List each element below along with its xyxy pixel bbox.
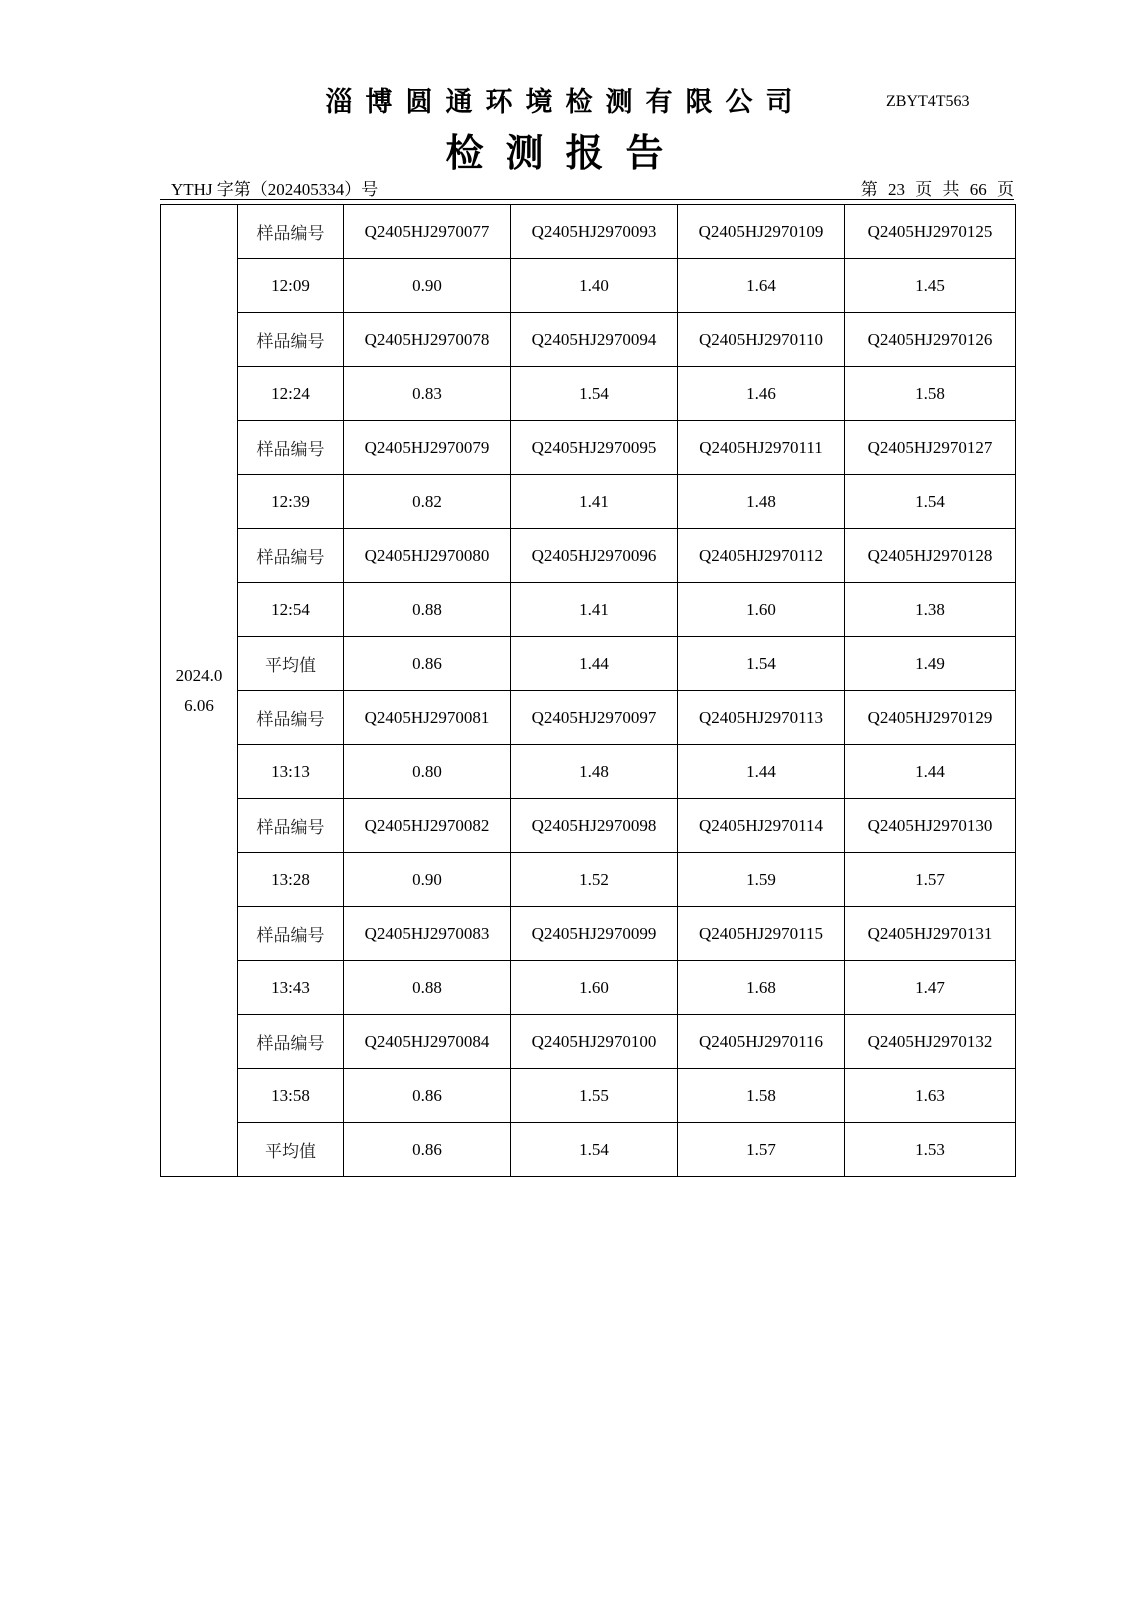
value-cell: 1.47 <box>845 961 1016 1015</box>
value-cell: 1.54 <box>511 367 678 421</box>
value-cell: Q2405HJ2970112 <box>678 529 845 583</box>
table-row <box>161 907 1016 961</box>
table-row <box>161 745 1016 799</box>
value-cell: 0.80 <box>344 745 511 799</box>
value-cell: Q2405HJ2970110 <box>678 313 845 367</box>
value-cell: Q2405HJ2970129 <box>845 691 1016 745</box>
report-title: 检测报告 <box>445 130 686 175</box>
date-line-1: 2024.0 <box>175 665 223 685</box>
date-line-2: 6.06 <box>184 695 214 715</box>
table-row <box>161 421 1016 475</box>
row-label-cell: 样品编号 <box>238 691 344 745</box>
value-cell: 1.58 <box>678 1069 845 1123</box>
row-label-cell: 样品编号 <box>238 1015 344 1069</box>
table-row <box>161 799 1016 853</box>
value-cell: 1.54 <box>678 637 845 691</box>
row-label-cell: 样品编号 <box>238 421 344 475</box>
row-label-cell: 13:43 <box>238 961 344 1015</box>
report-number: YTHJ 字第（202405334）号 <box>171 180 379 199</box>
value-cell: 0.82 <box>344 475 511 529</box>
value-cell: Q2405HJ2970111 <box>678 421 845 475</box>
value-cell: Q2405HJ2970093 <box>511 205 678 259</box>
value-cell: 1.48 <box>678 475 845 529</box>
value-cell: 1.52 <box>511 853 678 907</box>
value-cell: Q2405HJ2970114 <box>678 799 845 853</box>
table-row <box>161 205 1016 259</box>
table-row <box>161 313 1016 367</box>
value-cell: Q2405HJ2970130 <box>845 799 1016 853</box>
value-cell: Q2405HJ2970099 <box>511 907 678 961</box>
value-cell: 1.60 <box>511 961 678 1015</box>
table-row <box>161 1015 1016 1069</box>
value-cell: 1.63 <box>845 1069 1016 1123</box>
table-row <box>161 475 1016 529</box>
results-table <box>160 204 1016 1177</box>
value-cell: Q2405HJ2970113 <box>678 691 845 745</box>
table-row <box>161 961 1016 1015</box>
row-label-cell: 13:58 <box>238 1069 344 1123</box>
value-cell: Q2405HJ2970077 <box>344 205 511 259</box>
value-cell: 1.49 <box>845 637 1016 691</box>
value-cell: Q2405HJ2970116 <box>678 1015 845 1069</box>
row-label-cell: 样品编号 <box>238 529 344 583</box>
value-cell: 1.46 <box>678 367 845 421</box>
value-cell: 1.57 <box>678 1123 845 1177</box>
value-cell: 1.54 <box>845 475 1016 529</box>
table-row <box>161 691 1016 745</box>
table-row <box>161 853 1016 907</box>
value-cell: Q2405HJ2970115 <box>678 907 845 961</box>
value-cell: 1.60 <box>678 583 845 637</box>
value-cell: 1.44 <box>678 745 845 799</box>
document-code: ZBYT4T563 <box>886 93 970 110</box>
row-label-cell: 12:09 <box>238 259 344 313</box>
value-cell: Q2405HJ2970082 <box>344 799 511 853</box>
value-cell: Q2405HJ2970094 <box>511 313 678 367</box>
value-cell: Q2405HJ2970080 <box>344 529 511 583</box>
value-cell: 1.59 <box>678 853 845 907</box>
row-label-cell: 12:24 <box>238 367 344 421</box>
value-cell: 0.88 <box>344 583 511 637</box>
value-cell: 1.48 <box>511 745 678 799</box>
value-cell: 0.86 <box>344 1123 511 1177</box>
row-label-cell: 平均值 <box>238 637 344 691</box>
value-cell: 0.90 <box>344 259 511 313</box>
row-label-cell: 平均值 <box>238 1123 344 1177</box>
value-cell: 1.44 <box>845 745 1016 799</box>
table-row <box>161 367 1016 421</box>
value-cell: 1.41 <box>511 583 678 637</box>
value-cell: 1.55 <box>511 1069 678 1123</box>
results-table-body <box>161 205 1016 1177</box>
row-label-cell: 样品编号 <box>238 907 344 961</box>
row-label-cell: 13:28 <box>238 853 344 907</box>
value-cell: Q2405HJ2970132 <box>845 1015 1016 1069</box>
row-label-cell: 样品编号 <box>238 205 344 259</box>
value-cell: 0.86 <box>344 637 511 691</box>
table-row <box>161 583 1016 637</box>
table-row <box>161 529 1016 583</box>
value-cell: 1.45 <box>845 259 1016 313</box>
value-cell: Q2405HJ2970095 <box>511 421 678 475</box>
value-cell: 1.58 <box>845 367 1016 421</box>
value-cell: 0.86 <box>344 1069 511 1123</box>
value-cell: Q2405HJ2970097 <box>511 691 678 745</box>
value-cell: 1.53 <box>845 1123 1016 1177</box>
value-cell: Q2405HJ2970098 <box>511 799 678 853</box>
value-cell: 0.90 <box>344 853 511 907</box>
value-cell: 1.44 <box>511 637 678 691</box>
table-row <box>161 1069 1016 1123</box>
value-cell: Q2405HJ2970096 <box>511 529 678 583</box>
value-cell: Q2405HJ2970126 <box>845 313 1016 367</box>
value-cell: 0.83 <box>344 367 511 421</box>
value-cell: Q2405HJ2970128 <box>845 529 1016 583</box>
value-cell: 1.41 <box>511 475 678 529</box>
table-row <box>161 637 1016 691</box>
value-cell: 1.68 <box>678 961 845 1015</box>
row-label-cell: 13:13 <box>238 745 344 799</box>
row-label-cell: 12:54 <box>238 583 344 637</box>
row-label-cell: 样品编号 <box>238 313 344 367</box>
header-rule <box>160 199 1014 200</box>
table-row <box>161 259 1016 313</box>
value-cell: 1.40 <box>511 259 678 313</box>
value-cell: Q2405HJ2970078 <box>344 313 511 367</box>
value-cell: Q2405HJ2970081 <box>344 691 511 745</box>
value-cell: 0.88 <box>344 961 511 1015</box>
value-cell: 1.38 <box>845 583 1016 637</box>
value-cell: Q2405HJ2970109 <box>678 205 845 259</box>
row-label-cell: 样品编号 <box>238 799 344 853</box>
company-name: 淄博圆通环境检测有限公司 <box>325 87 806 118</box>
row-label-cell: 12:39 <box>238 475 344 529</box>
value-cell: Q2405HJ2970100 <box>511 1015 678 1069</box>
value-cell: Q2405HJ2970127 <box>845 421 1016 475</box>
value-cell: Q2405HJ2970084 <box>344 1015 511 1069</box>
value-cell: Q2405HJ2970083 <box>344 907 511 961</box>
value-cell: Q2405HJ2970131 <box>845 907 1016 961</box>
value-cell: Q2405HJ2970125 <box>845 205 1016 259</box>
value-cell: 1.57 <box>845 853 1016 907</box>
table-row <box>161 1123 1016 1177</box>
page-info: 第 23 页 共 66 页 <box>860 180 1014 199</box>
value-cell: Q2405HJ2970079 <box>344 421 511 475</box>
sampling-date-cell <box>161 205 238 1177</box>
value-cell: 1.54 <box>511 1123 678 1177</box>
value-cell: 1.64 <box>678 259 845 313</box>
